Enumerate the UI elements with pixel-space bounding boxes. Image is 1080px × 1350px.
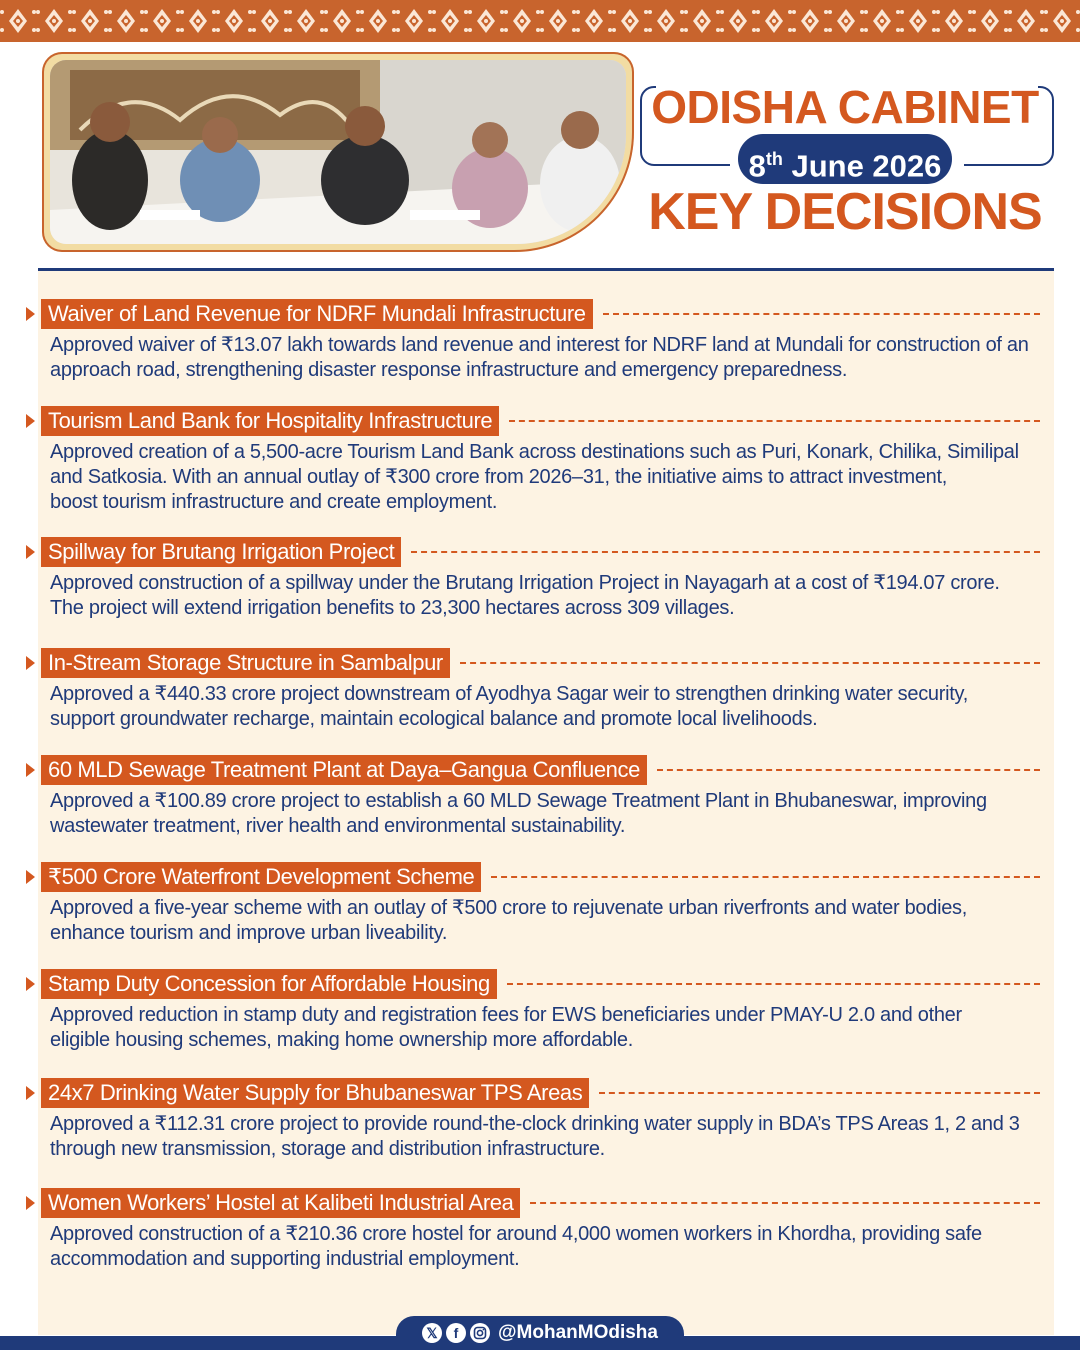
decision-item [26, 862, 1046, 946]
description-line: wastewater treatment, river health and environmental sustainability. [50, 815, 626, 837]
decision-item [26, 755, 1046, 839]
description-line: through new transmission, storage and distribution infrastructure. [50, 1138, 605, 1160]
dashed-divider [460, 662, 1040, 664]
page-title: ODISHA CABINET [651, 81, 1039, 133]
arrow-bullet-icon [26, 307, 35, 321]
social-handle-badge[interactable] [396, 1316, 684, 1350]
decision-description [50, 1222, 1046, 1272]
description-line: The project will extend irrigation benefits to 23,300 hectares across 309 villages. [50, 597, 735, 619]
arrow-bullet-icon [26, 1086, 35, 1100]
description-line: Approved a ₹440.33 crore project downstream of Ayodhya Sagar weir to strengthen drinking water security, [50, 683, 968, 705]
decision-description [50, 682, 1046, 732]
arrow-bullet-icon [26, 414, 35, 428]
description-line: Approved construction of a ₹210.36 crore hostel for around 4,000 women workers in Khordha, providing safe [50, 1223, 982, 1245]
decision-item [26, 969, 1046, 1053]
decision-description [50, 333, 1046, 383]
decision-title: Waiver of Land Revenue for NDRF Mundali Infrastructure [41, 299, 593, 329]
decision-description [50, 571, 1046, 621]
instagram-icon[interactable] [470, 1323, 490, 1343]
decision-title: Women Workers’ Hostel at Kalibeti Industrial Area [41, 1188, 520, 1218]
description-line: accommodation and supporting industrial employment. [50, 1248, 520, 1270]
arrow-bullet-icon [26, 656, 35, 670]
dashed-divider [603, 313, 1040, 315]
description-line: Approved a ₹112.31 crore project to provide round-the-clock drinking water supply in BDA’s TPS Areas 1, 2 and 3 [50, 1113, 1020, 1135]
description-line: and Satkosia. With an annual outlay of ₹300 crore from 2026–31, the initiative aims to attract investment, [50, 466, 947, 488]
decision-item [26, 648, 1046, 732]
arrow-bullet-icon [26, 545, 35, 559]
decision-description [50, 789, 1046, 839]
decision-title: Stamp Duty Concession for Affordable Housing [41, 969, 497, 999]
decision-item [26, 299, 1046, 383]
description-line: eligible housing schemes, making home ownership more affordable. [50, 1029, 633, 1051]
decision-title: ₹500 Crore Waterfront Development Scheme [41, 862, 481, 892]
description-line: Approved a ₹100.89 crore project to establish a 60 MLD Sewage Treatment Plant in Bhubaneswar, improving [50, 790, 987, 812]
decision-title: Spillway for Brutang Irrigation Project [41, 537, 401, 567]
dashed-divider [530, 1202, 1040, 1204]
decision-title: 24x7 Drinking Water Supply for Bhubaneswar TPS Areas [41, 1078, 589, 1108]
social-handle[interactable]: @MohanMOdisha [498, 1322, 658, 1343]
arrow-bullet-icon [26, 763, 35, 777]
decision-description [50, 1003, 1046, 1053]
description-line: support groundwater recharge, maintain ecological balance and promote local livelihoods. [50, 708, 818, 730]
dashed-divider [491, 876, 1040, 878]
decision-item [26, 1188, 1046, 1272]
decision-title: 60 MLD Sewage Treatment Plant at Daya–Gangua Confluence [41, 755, 647, 785]
dashed-divider [599, 1092, 1040, 1094]
description-line: Approved construction of a spillway under the Brutang Irrigation Project in Nayagarh at a cost of ₹194.07 crore. [50, 572, 1000, 594]
dashed-divider [411, 551, 1040, 553]
date-rest: June 2026 [791, 148, 942, 184]
dashed-divider [657, 769, 1040, 771]
date-day: 8 [748, 148, 766, 184]
decision-description [50, 1112, 1046, 1162]
description-line: approach road, strengthening disaster response infrastructure and emergency preparedness. [50, 359, 848, 381]
photo-frame [42, 52, 634, 252]
arrow-bullet-icon [26, 1196, 35, 1210]
dashed-divider [509, 420, 1040, 422]
arrow-bullet-icon [26, 870, 35, 884]
date-badge [738, 134, 952, 184]
description-line: enhance tourism and improve urban liveability. [50, 922, 448, 944]
x-icon[interactable]: 𝕏 [422, 1323, 442, 1343]
date-suffix: th [765, 149, 783, 169]
description-line: Approved a five-year scheme with an outlay of ₹500 crore to rejuvenate urban riverfronts and water bodies, [50, 897, 967, 919]
decision-item [26, 406, 1046, 515]
decision-description [50, 896, 1046, 946]
description-line: Approved creation of a 5,500-acre Tourism Land Bank across destinations such as Puri, Konark, Chilika, Similipal [50, 441, 1019, 463]
cabinet-meeting-photo [50, 60, 626, 244]
decision-item [26, 537, 1046, 621]
dashed-divider [507, 983, 1040, 985]
arrow-bullet-icon [26, 977, 35, 991]
decision-title: Tourism Land Bank for Hospitality Infrastructure [41, 406, 499, 436]
facebook-icon[interactable]: f [446, 1323, 466, 1343]
description-line: Approved waiver of ₹13.07 lakh towards land revenue and interest for NDRF land at Mundali for construction of an [50, 334, 1029, 356]
decorative-top-band [0, 0, 1080, 42]
decision-item [26, 1078, 1046, 1162]
decision-title: In-Stream Storage Structure in Sambalpur [41, 648, 450, 678]
decision-description [50, 440, 1046, 515]
description-line: boost tourism infrastructure and create employment. [50, 491, 498, 513]
page-subtitle: KEY DECISIONS [648, 183, 1042, 241]
description-line: Approved reduction in stamp duty and registration fees for EWS beneficiaries under PMAY-U 2.0 and other [50, 1004, 962, 1026]
